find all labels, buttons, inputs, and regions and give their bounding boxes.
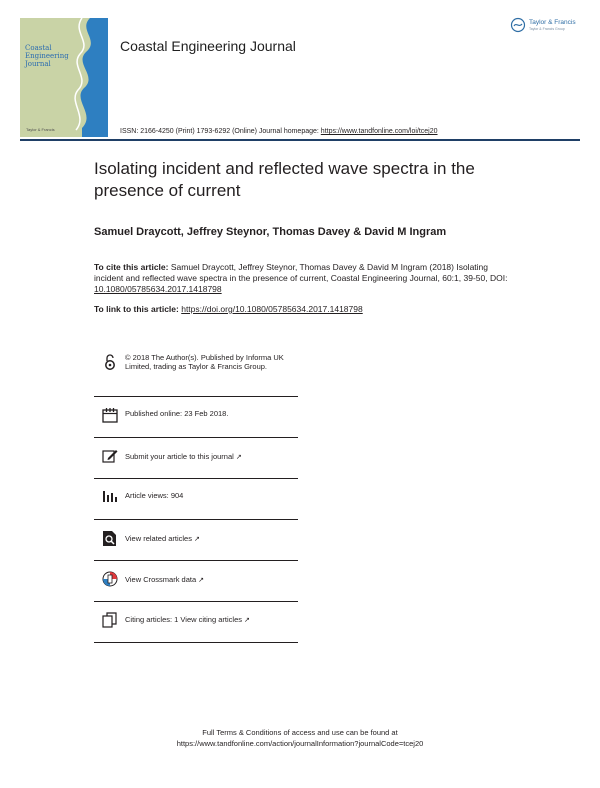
info-row-license — [94, 343, 298, 397]
open-access-icon — [99, 353, 121, 371]
journal-cover-image — [20, 18, 108, 137]
article-info-list — [94, 343, 298, 643]
external-link-icon: ↗ — [244, 617, 250, 624]
info-row-crossmark[interactable] — [94, 561, 298, 602]
issn-text: ISSN: 2166-4250 (Print) 1793-6292 (Online) Journal homepage: — [120, 128, 321, 135]
citation-text: Samuel Draycott, Jeffrey Steynor, Thomas Davey & David M Ingram (2018) Isolating incident and reflected wave spectra in the presence of current, Coastal Engineering Journal, 60:1, 39-50, DOI: — [94, 262, 508, 283]
article-views-text: Article views: 904 — [125, 491, 184, 500]
link-label: To link to this article: — [94, 304, 182, 314]
citing-articles-link[interactable] — [125, 612, 250, 625]
header-divider — [20, 139, 580, 141]
info-row-related[interactable] — [94, 520, 298, 561]
submit-article-text[interactable]: Submit your article to this journal — [125, 452, 234, 461]
citing-articles-icon — [99, 612, 121, 630]
info-row-submit[interactable] — [94, 438, 298, 479]
footer-journal-info-link[interactable]: https://www.tandfonline.com/action/journalInformation?journalCode=tcej20 — [176, 739, 424, 748]
edit-icon — [99, 448, 121, 466]
citation-doi-link[interactable]: 10.1080/05785634.2017.1418798 — [94, 284, 222, 294]
external-link-icon: ↗ — [235, 454, 242, 461]
related-articles-link[interactable] — [125, 530, 200, 544]
info-row-published — [94, 397, 298, 438]
crossmark-icon — [99, 571, 121, 589]
logo-circle-icon — [510, 16, 526, 34]
citation-label: To cite this article: — [94, 262, 169, 272]
crossmark-link[interactable] — [125, 571, 204, 585]
footer-terms-text: Full Terms & Conditions of access and use can be found at — [202, 728, 398, 737]
taylor-francis-logo[interactable] — [510, 16, 584, 38]
issn-line — [120, 128, 438, 135]
external-link-icon: ↗ — [198, 577, 205, 584]
citation-block — [94, 262, 514, 295]
logo-subtext: Taylor & Francis Group — [529, 27, 565, 31]
logo-text: Taylor & Francis — [529, 19, 576, 26]
external-link-icon: ↗ — [193, 536, 200, 543]
article-title: Isolating incident and reflected wave spectra in the presence of current — [94, 159, 475, 200]
related-articles-text[interactable]: View related articles — [125, 534, 192, 543]
citing-articles-text[interactable]: Citing articles: 1 View citing articles — [125, 615, 242, 624]
info-row-citing[interactable] — [94, 602, 298, 643]
link-to-article — [94, 304, 363, 314]
journal-title[interactable]: Coastal Engineering Journal — [120, 38, 296, 54]
cover-wave-graphic — [20, 18, 108, 137]
article-doi-link[interactable]: https://doi.org/10.1080/05785634.2017.1418798 — [181, 304, 363, 314]
bar-chart-icon — [99, 489, 121, 507]
crossmark-text[interactable]: View Crossmark data — [125, 575, 197, 584]
info-row-views — [94, 479, 298, 520]
related-search-icon — [99, 530, 121, 548]
cover-publisher: Taylor & Francis — [26, 127, 55, 132]
cover-title: Coastal Engineering Journal — [25, 44, 69, 68]
license-text: © 2018 The Author(s). Published by Informa UK Limited, trading as Taylor & Francis Group. — [125, 353, 284, 371]
article-authors: Samuel Draycott, Jeffrey Steynor, Thomas Davey & David M Ingram — [94, 226, 447, 238]
published-date-text: Published online: 23 Feb 2018. — [125, 409, 229, 418]
calendar-icon — [99, 407, 121, 425]
journal-homepage-link[interactable]: https://www.tandfonline.com/loi/tcej20 — [320, 128, 438, 135]
submit-article-link[interactable] — [125, 448, 242, 462]
footer — [0, 727, 600, 749]
